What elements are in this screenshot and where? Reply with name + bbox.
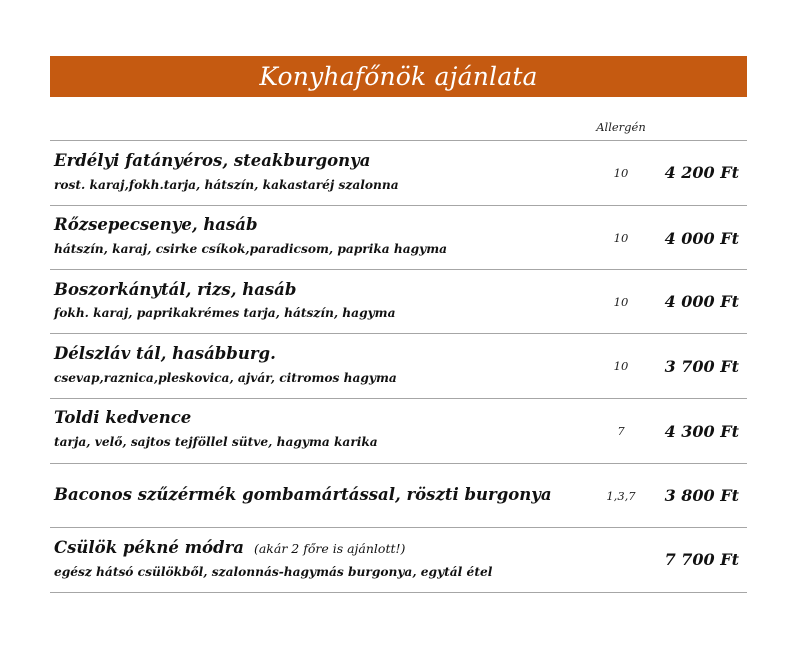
allergen-codes: 10: [613, 359, 629, 373]
dish-name: Csülök pékné módra (akár 2 főre is ajánlott!): [54, 538, 406, 557]
dish-price: 3 700 Ft: [664, 357, 739, 376]
dish-price: 4 000 Ft: [664, 292, 739, 311]
dish-description: fokh. karaj, paprikakrémes tarja, hátszín, hagyma: [54, 306, 396, 320]
menu-item: [50, 270, 747, 334]
menu-item: [50, 464, 747, 528]
menu-item: [50, 206, 747, 270]
allergen-codes: 10: [613, 295, 629, 309]
dish-description: rost. karaj,fokh.tarja, hátszín, kakastaréj szalonna: [54, 178, 399, 192]
dish-description: hátszín, karaj, csirke csíkok,paradicsom, paprika hagyma: [54, 242, 448, 256]
dish-description: tarja, velő, sajtos tejföllel sütve, hagyma karika: [54, 435, 378, 449]
dish-description: egész hátsó csülökből, szalonnás-hagymás burgonya, egytál étel: [54, 565, 493, 579]
dish-name: Erdélyi fatányéros, steakburgonya: [54, 151, 371, 170]
menu-item: [50, 334, 747, 398]
allergen-codes: 7: [617, 424, 625, 438]
divider: [50, 592, 747, 593]
menu-title: Konyhafőnök ajánlata: [259, 62, 538, 91]
dish-name: Boszorkánytál, rizs, hasáb: [54, 280, 297, 299]
dish-price: 3 800 Ft: [664, 486, 739, 505]
menu-title-banner: [50, 56, 747, 97]
allergen-codes: 1,3,7: [606, 489, 636, 503]
allergen-codes: 10: [613, 231, 629, 245]
dish-price: 4 200 Ft: [664, 163, 739, 182]
dish-name: Délszláv tál, hasábburg.: [54, 344, 276, 363]
menu-item: [50, 399, 747, 463]
dish-name: Rőzsepecsenye, hasáb: [54, 215, 258, 234]
dish-note: (akár 2 főre is ajánlott!): [253, 541, 406, 556]
menu-item: [50, 528, 747, 592]
dish-price: 4 300 Ft: [664, 422, 739, 441]
dish-price: 7 700 Ft: [664, 550, 739, 569]
menu-item: [50, 141, 747, 205]
allergen-codes: 10: [613, 166, 629, 180]
dish-name: Baconos szűzérmék gombamártással, röszti burgonya: [54, 485, 552, 504]
dish-name: Toldi kedvence: [54, 408, 192, 427]
dish-description: csevap,raznica,pleskovica, ajvár, citromos hagyma: [54, 371, 397, 385]
dish-price: 4 000 Ft: [664, 229, 739, 248]
allergen-column-header: Allergén: [596, 120, 646, 134]
